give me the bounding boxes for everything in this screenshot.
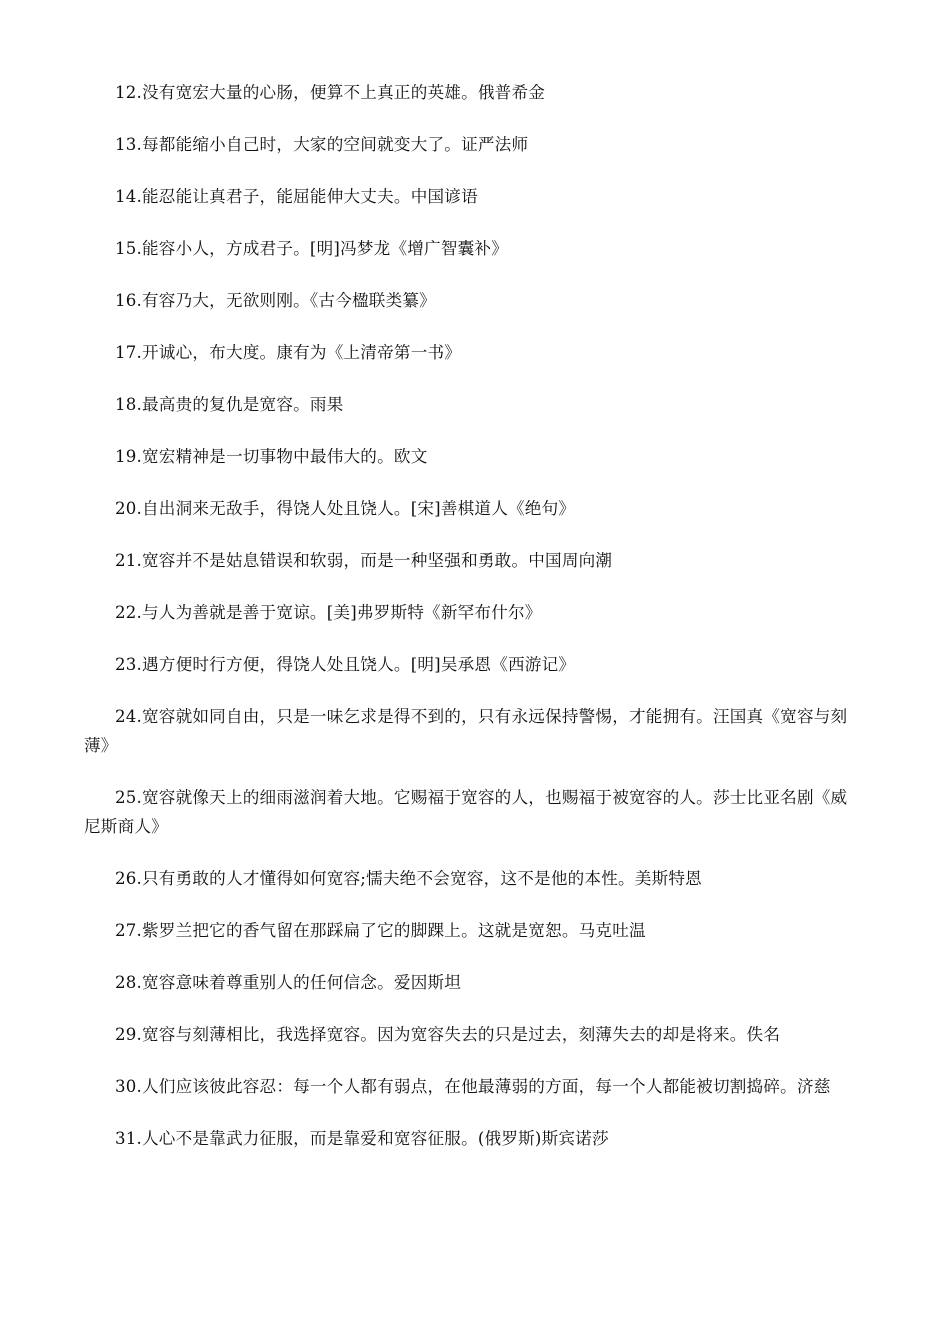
quote-15: 15.能容小人，方成君子。[明]冯梦龙《增广智囊补》	[115, 239, 509, 258]
quote-28: 28.宽容意味着尊重别人的任何信念。爱因斯坦	[115, 973, 462, 992]
quote-23: 23.遇方便时行方便，得饶人处且饶人。[明]吴承恩《西游记》	[115, 655, 576, 674]
quote-26: 26.只有勇敢的人才懂得如何宽容;懦夫绝不会宽容，这不是他的本性。美斯特恩	[115, 869, 702, 888]
quote-16: 16.有容乃大，无欲则刚。《古今楹联类纂》	[115, 291, 436, 310]
quote-13: 13.每都能缩小自己时，大家的空间就变大了。证严法师	[115, 135, 529, 154]
quote-27: 27.紫罗兰把它的香气留在那踩扁了它的脚踝上。这就是宽恕。马克吐温	[115, 921, 646, 940]
quote-14: 14.能忍能让真君子，能屈能伸大丈夫。中国谚语	[115, 187, 478, 206]
quote-22: 22.与人为善就是善于宽谅。[美]弗罗斯特《新罕布什尔》	[115, 603, 542, 622]
quote-24: 24.宽容就如同自由，只是一味乞求是得不到的，只有永远保持警惕，才能拥有。汪国真《宽容与刻薄》	[84, 707, 848, 755]
quote-12: 12.没有宽宏大量的心肠，便算不上真正的英雄。俄普希金	[115, 83, 546, 102]
quote-17: 17.开诚心，布大度。康有为《上清帝第一书》	[115, 343, 462, 362]
quote-30: 30.人们应该彼此容忍：每一个人都有弱点，在他最薄弱的方面，每一个人都能被切割捣碎。济慈	[115, 1077, 831, 1096]
quote-31: 31.人心不是靠武力征服，而是靠爱和宽容征服。(俄罗斯)斯宾诺莎	[115, 1129, 609, 1148]
quote-21: 21.宽容并不是姑息错误和软弱，而是一种坚强和勇敢。中国周向潮	[115, 551, 613, 570]
quote-29: 29.宽容与刻薄相比，我选择宽容。因为宽容失去的只是过去，刻薄失去的却是将来。佚名	[115, 1025, 781, 1044]
quote-19: 19.宽宏精神是一切事物中最伟大的。欧文	[115, 447, 428, 466]
quote-25: 25.宽容就像天上的细雨滋润着大地。它赐福于宽容的人，也赐福于被宽容的人。莎士比亚名剧《威尼斯商人》	[84, 788, 848, 836]
quote-20: 20.自出洞来无敌手，得饶人处且饶人。[宋]善棋道人《绝句》	[115, 499, 576, 518]
quote-18: 18.最高贵的复仇是宽容。雨果	[115, 395, 344, 414]
